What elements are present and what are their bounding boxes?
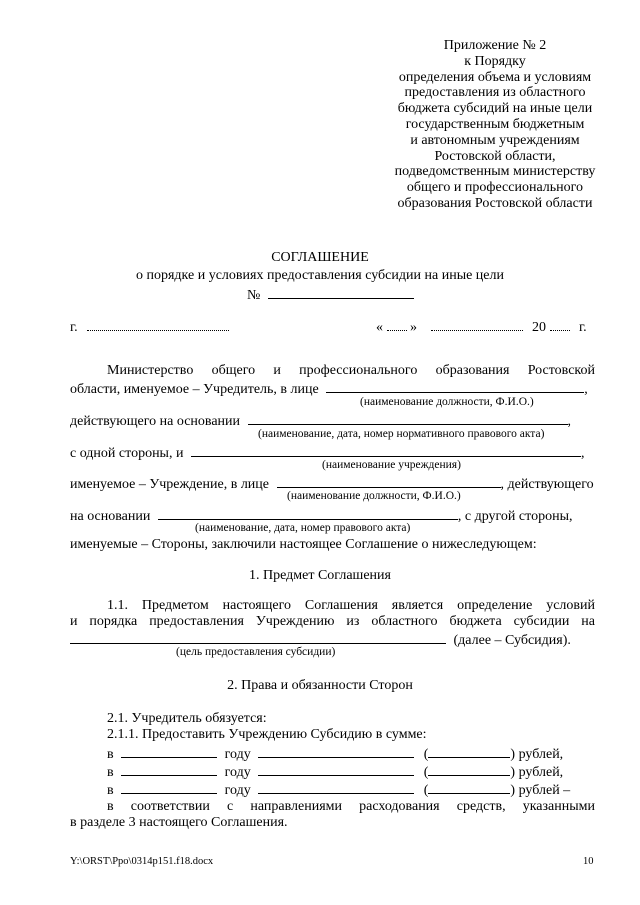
row-tail: ) рублей, bbox=[510, 747, 564, 762]
number-field[interactable] bbox=[268, 284, 414, 299]
appendix-line: определения объема и условиям bbox=[398, 69, 592, 85]
hint-purpose: (цель предоставления субсидии) bbox=[176, 646, 336, 658]
row-prefix: в bbox=[107, 765, 114, 780]
row-prefix: в bbox=[107, 783, 114, 798]
preamble-text: , с другой стороны, bbox=[457, 509, 573, 524]
row-open: ( bbox=[423, 783, 429, 798]
appendix-line: Приложение № 2 bbox=[443, 38, 547, 53]
preamble-line-4: с одной стороны, и , bbox=[70, 443, 584, 462]
institution-basis-field[interactable] bbox=[158, 506, 458, 520]
appendix-line: подведомственным министерству bbox=[394, 164, 596, 180]
appendix-header bbox=[360, 38, 630, 212]
row-open: ( bbox=[423, 765, 429, 780]
section-1-p1-line1: 1.1. Предметом настоящего Соглашения является определение условий bbox=[107, 598, 595, 613]
year-field[interactable] bbox=[550, 318, 570, 331]
year-field[interactable] bbox=[121, 744, 217, 758]
hint-position-fio-2: (наименование должности, Ф.И.О.) bbox=[287, 490, 461, 502]
year-suffix: г. bbox=[579, 320, 587, 335]
institution-representative-field[interactable] bbox=[277, 474, 501, 488]
appendix-line: государственным бюджетным bbox=[405, 116, 585, 132]
institution-name-field[interactable] bbox=[191, 443, 581, 457]
clause-2-1: 2.1. Учредитель обязуется: bbox=[107, 711, 267, 726]
appendix-line: Ростовской области, bbox=[434, 148, 556, 164]
amount-words-field[interactable] bbox=[428, 744, 510, 758]
document-subtitle: о порядке и условиях предоставления субсидии на иные цели bbox=[136, 268, 504, 283]
section-1-tail: (далее – Субсидия). bbox=[453, 633, 571, 648]
preamble-text: области, именуемое – Учредитель, в лице bbox=[70, 382, 319, 397]
amount-row bbox=[107, 744, 563, 763]
city-prefix: г. bbox=[70, 320, 78, 335]
amount-field[interactable] bbox=[258, 780, 414, 794]
row-tail: ) рублей – bbox=[510, 783, 571, 798]
founder-basis-field[interactable] bbox=[248, 411, 568, 425]
row-tail: ) рублей, bbox=[510, 765, 564, 780]
agreement-number bbox=[247, 284, 414, 304]
preamble-line-3: действующего на основании , bbox=[70, 411, 571, 430]
preamble-text: , действующего bbox=[500, 477, 594, 492]
preamble-text: действующего на основании bbox=[70, 414, 241, 429]
hint-document-2: (наименование, дата, номер правового акта) bbox=[195, 522, 411, 534]
row-mid: году bbox=[224, 783, 251, 798]
amount-words-field[interactable] bbox=[428, 780, 510, 794]
row-prefix: в bbox=[107, 747, 114, 762]
appendix-line: бюджета субсидий на иные цели bbox=[397, 101, 593, 117]
city-field[interactable] bbox=[87, 318, 229, 331]
year-prefix: 20 bbox=[532, 320, 546, 335]
row-mid: году bbox=[224, 747, 251, 762]
date-line bbox=[376, 318, 587, 336]
appendix-line: общего и профессионального bbox=[406, 180, 584, 196]
clause-2-1-1: 2.1.1. Предоставить Учреждению Субсидию в сумме: bbox=[107, 727, 427, 742]
appendix-line: и автономным учреждениям bbox=[410, 132, 580, 148]
amount-field[interactable] bbox=[258, 762, 414, 776]
section-2-heading: 2. Права и обязанности Сторон bbox=[227, 678, 413, 693]
subsidy-purpose-field[interactable] bbox=[70, 630, 446, 644]
hint-position-fio: (наименование должности, Ф.И.О.) bbox=[360, 396, 534, 408]
row-open: ( bbox=[423, 747, 429, 762]
city-line bbox=[70, 318, 229, 336]
preamble-line-1: Министерство общего и профессионального образования Ростовской bbox=[107, 363, 595, 378]
appendix-line: к Порядку bbox=[464, 53, 526, 69]
year-field[interactable] bbox=[121, 762, 217, 776]
appendix-line: образования Ростовской области bbox=[397, 195, 593, 211]
hint-institution: (наименование учреждения) bbox=[322, 459, 461, 471]
preamble-text: с одной стороны, и bbox=[70, 446, 184, 461]
amount-row bbox=[107, 762, 563, 781]
preamble-line-2: области, именуемое – Учредитель, в лице , bbox=[70, 379, 588, 398]
row-mid: году bbox=[224, 765, 251, 780]
clause-text-line1: в соответствии с направлениями расходования средств, указанными bbox=[107, 799, 595, 814]
day-field[interactable] bbox=[387, 318, 407, 331]
quote-open: « bbox=[376, 320, 383, 335]
footer-file-path: Y:\ORST\Ppo\0314p151.f18.docx bbox=[70, 856, 214, 867]
month-field[interactable] bbox=[431, 318, 523, 331]
amount-field[interactable] bbox=[258, 744, 414, 758]
preamble-line-7: именуемые – Стороны, заключили настоящее Соглашение о нижеследующем: bbox=[70, 537, 537, 552]
year-field[interactable] bbox=[121, 780, 217, 794]
amount-row bbox=[107, 780, 570, 799]
clause-text-line2: в разделе 3 настоящего Соглашения. bbox=[70, 815, 288, 830]
amount-words-field[interactable] bbox=[428, 762, 510, 776]
page-number: 10 bbox=[583, 856, 594, 867]
preamble-text: именуемое – Учреждение, в лице bbox=[70, 477, 270, 492]
founder-representative-field[interactable] bbox=[326, 379, 584, 393]
document-title: СОГЛАШЕНИЕ bbox=[271, 250, 369, 265]
quote-close: » bbox=[410, 320, 417, 335]
hint-document: (наименование, дата, номер нормативного правового акта) bbox=[258, 428, 545, 440]
section-1-heading: 1. Предмет Соглашения bbox=[249, 568, 391, 583]
appendix-line: предоставления из областного bbox=[404, 85, 586, 101]
section-1-p1-line2: и порядка предоставления Учреждению из областного бюджета субсидии на bbox=[70, 614, 595, 629]
preamble-text: на основании bbox=[70, 509, 151, 524]
number-label: № bbox=[247, 288, 261, 303]
